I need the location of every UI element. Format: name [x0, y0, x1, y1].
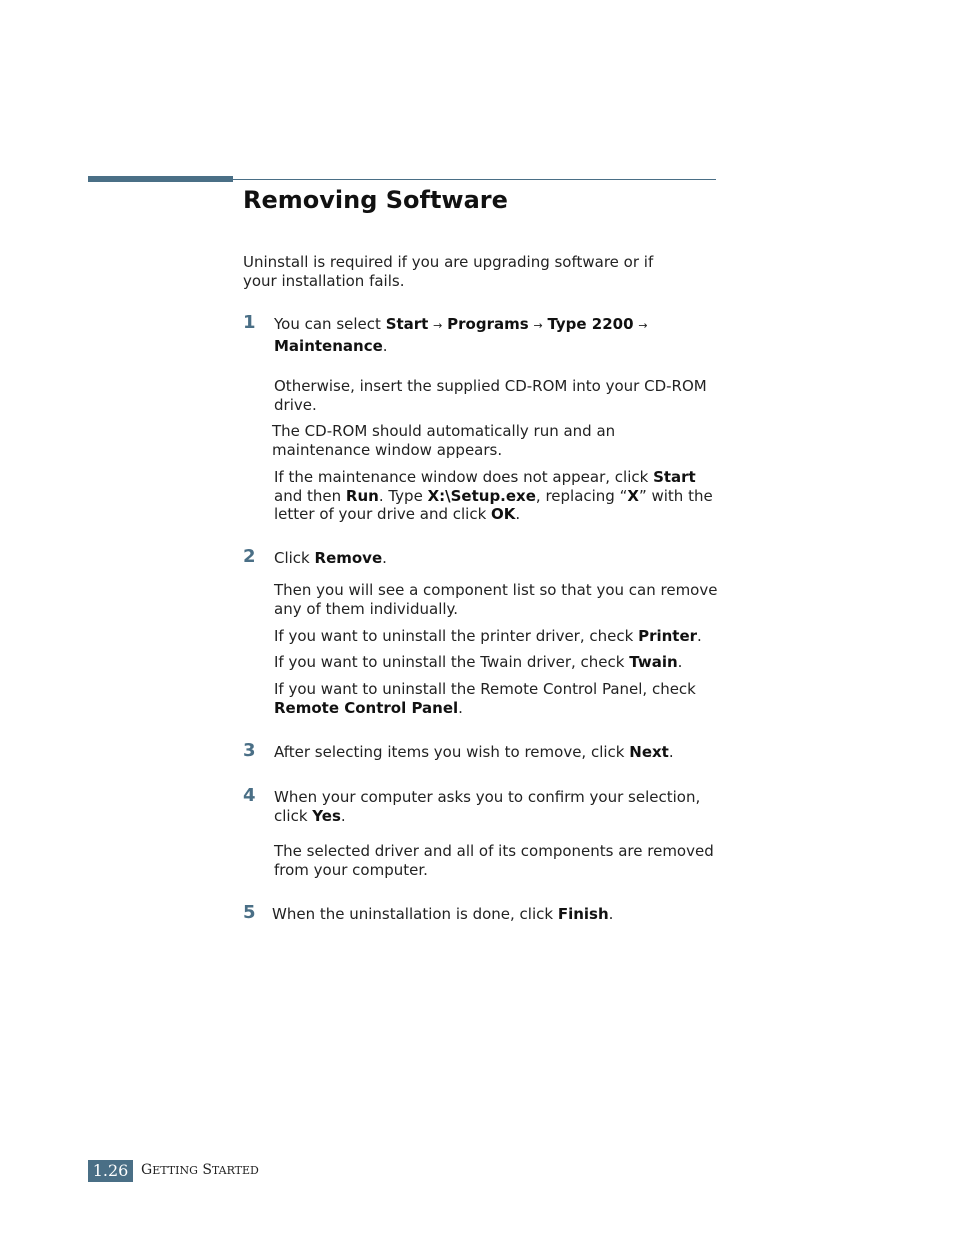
step-1-number: 1: [243, 312, 256, 333]
step-4-number: 4: [243, 785, 256, 806]
step-3-text: After selecting items you wish to remove, click Next.: [274, 743, 674, 761]
header-rule-thick: [88, 176, 233, 182]
printer-paragraph: If you want to uninstall the printer driver, check Printer.: [274, 627, 702, 645]
step-1-text: You can select Start → Programs → Type 2200 → Maintenance.: [274, 315, 648, 355]
step-2-text: Click Remove.: [274, 549, 387, 567]
page-title: Removing Software: [243, 186, 508, 214]
step-5-number: 5: [243, 902, 256, 923]
intro-paragraph: Uninstall is required if you are upgrading software or if your installation fails.: [243, 253, 654, 290]
step-4-text: When your computer asks you to confirm your selection, click Yes.: [274, 788, 701, 825]
header-rule-thin: [233, 179, 716, 180]
cdrom-paragraph: The CD-ROM should automatically run and an maintenance window appears.: [272, 422, 616, 459]
step-2-number: 2: [243, 546, 256, 567]
page-number: 1.26: [88, 1160, 133, 1182]
selected-paragraph: The selected driver and all of its components are removed from your computer.: [274, 842, 714, 879]
step-5-text: When the uninstallation is done, click Finish.: [272, 905, 614, 923]
then-paragraph: Then you will see a component list so that you can remove any of them individually.: [274, 581, 718, 618]
remote-paragraph: If you want to uninstall the Remote Control Panel, check Remote Control Panel.: [274, 680, 696, 717]
ifnot-paragraph: If the maintenance window does not appear, click Start and then Run. Type X:\Setup.exe, replacing “X” with the letter of your drive and click OK.: [274, 468, 713, 523]
twain-paragraph: If you want to uninstall the Twain driver, check Twain.: [274, 653, 683, 671]
step-3-number: 3: [243, 740, 256, 761]
otherwise-paragraph: Otherwise, insert the supplied CD-ROM into your CD-ROM drive.: [274, 377, 707, 414]
chapter-title: GETTING STARTED: [141, 1162, 259, 1178]
